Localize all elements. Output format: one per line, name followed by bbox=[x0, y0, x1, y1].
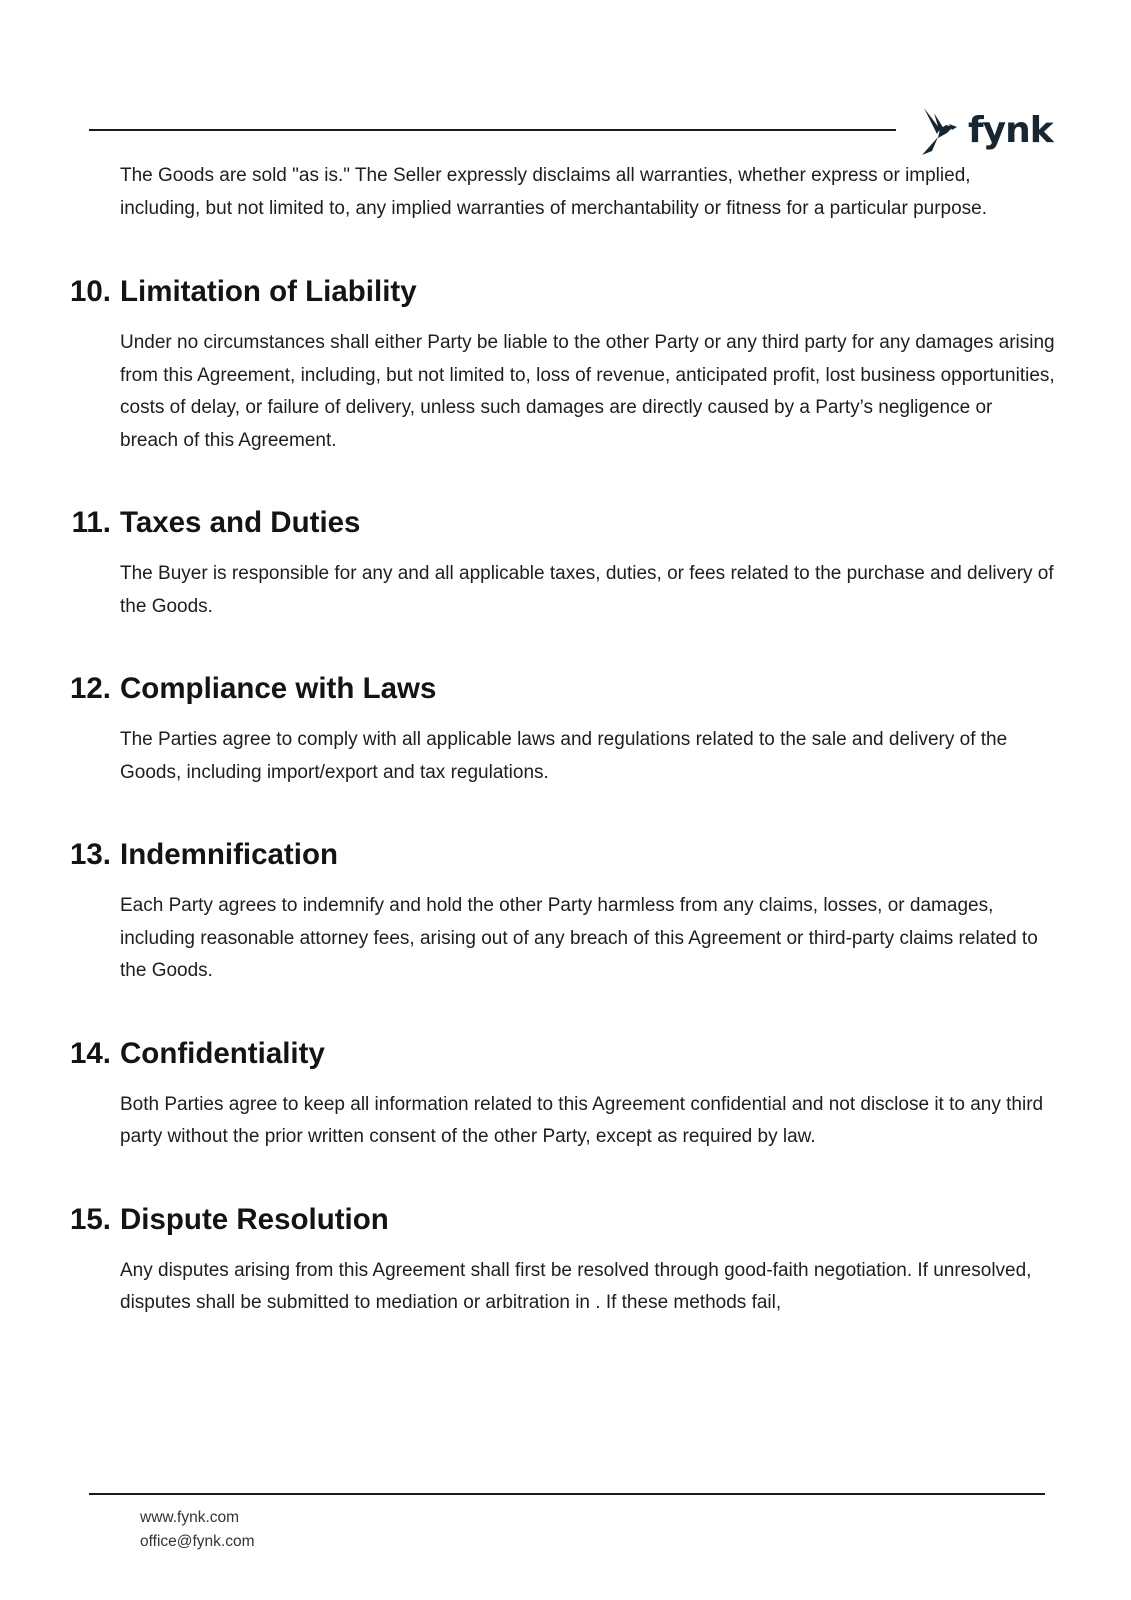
section-body: Any disputes arising from this Agreement shall first be resolved through good-faith negotiation. If unresolved, disputes shall be submitted to mediation or arbitration in . If these methods fail, bbox=[120, 1259, 1032, 1313]
section-title: Compliance with Laws bbox=[120, 672, 437, 705]
section-heading bbox=[0, 272, 1131, 312]
fynk-bird-icon bbox=[922, 107, 962, 155]
section-number: 12. bbox=[69, 672, 111, 705]
section-body: The Parties agree to comply with all applicable laws and regulations related to the sale and delivery of the Goods, including import/export and tax regulations. bbox=[120, 729, 1008, 783]
section-body: Under no circumstances shall either Party be liable to the other Party or any third party for any damages arising from this Agreement, including, but not limited to, loss of revenue, anticipated profit, lost business opportunities, costs of delay, or failure of delivery, unless such damages are directly caused by a Party’s negligence or breach of this Agreement. bbox=[120, 332, 1055, 451]
section-taxes-and-duties bbox=[0, 503, 1131, 623]
fynk-logo bbox=[922, 105, 1053, 157]
section-limitation-of-liability bbox=[0, 272, 1131, 457]
section-heading bbox=[0, 669, 1131, 709]
section-heading bbox=[0, 503, 1131, 543]
section-heading bbox=[0, 835, 1131, 875]
section-number: 11. bbox=[71, 506, 111, 539]
brand-name: fynk bbox=[968, 110, 1053, 151]
section-body: Each Party agrees to indemnify and hold the other Party harmless from any claims, losses, or damages, including reasonable attorney fees, arising out of any breach of this Agreement or third-party claims related to the Goods. bbox=[120, 895, 1038, 981]
section-compliance-with-laws bbox=[0, 669, 1131, 789]
section-title: Taxes and Duties bbox=[120, 506, 361, 539]
section-dispute-resolution bbox=[0, 1200, 1131, 1320]
section-number: 10. bbox=[69, 275, 111, 308]
section-number: 15. bbox=[69, 1202, 111, 1236]
document-body bbox=[0, 160, 1131, 1320]
footer-email: office@fynk.com bbox=[140, 1533, 255, 1550]
section-number: 14. bbox=[69, 1036, 111, 1070]
section-heading bbox=[0, 1034, 1131, 1074]
intro-paragraph: The Goods are sold "as is." The Seller expressly disclaims all warranties, whether express or implied, including, but not limited to, any implied warranties of merchantability or fitness for a particular purpose. bbox=[120, 165, 988, 219]
section-indemnification bbox=[0, 835, 1131, 988]
section-title: Confidentiality bbox=[120, 1036, 325, 1070]
footer-website: www.fynk.com bbox=[140, 1509, 240, 1526]
section-heading bbox=[0, 1200, 1131, 1240]
footer-divider bbox=[89, 1493, 1045, 1495]
section-number: 13. bbox=[69, 838, 111, 871]
header-divider bbox=[89, 129, 896, 131]
section-body: Both Parties agree to keep all information related to this Agreement confidential and not disclose it to any third party without the prior written consent of the other Party, except as required by law. bbox=[120, 1093, 1044, 1147]
section-confidentiality bbox=[0, 1034, 1131, 1154]
section-title: Indemnification bbox=[120, 838, 338, 871]
section-body: The Buyer is responsible for any and all applicable taxes, duties, or fees related to the purchase and delivery of the Goods. bbox=[120, 563, 1054, 617]
section-title: Limitation of Liability bbox=[120, 275, 417, 308]
section-title: Dispute Resolution bbox=[120, 1202, 389, 1236]
